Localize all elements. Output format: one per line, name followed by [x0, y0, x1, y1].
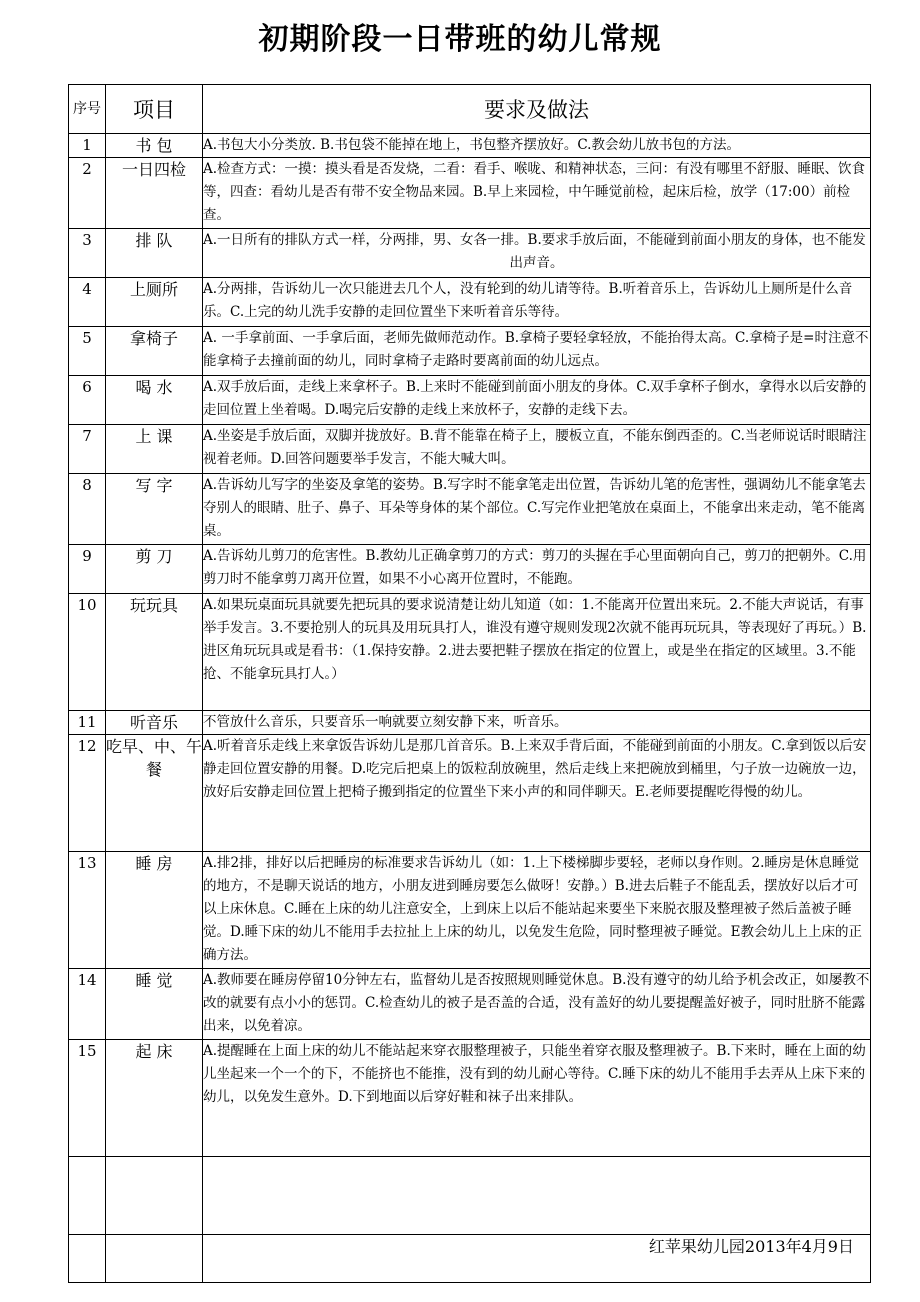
- row-requirement: A. 一手拿前面、一手拿后面，老师先做师范动作。B.拿椅子要轻拿轻放，不能抬得太高。C.拿椅子是=时注意不能拿椅子去撞前面的幼儿，同时拿椅子走路时要离前面的幼儿远点。: [203, 327, 871, 376]
- table-row: [69, 376, 871, 425]
- row-requirement: A.双手放后面，走线上来拿杯子。B.上来时不能碰到前面小朋友的身体。C.双手拿杯子倒水，拿得水以后安静的走回位置上坐着喝。D.喝完后安静的走线上来放杯子，安静的走线下去。: [203, 376, 871, 425]
- header-no: 序号: [69, 85, 106, 134]
- row-number: 1: [69, 134, 106, 158]
- row-requirement: A.提醒睡在上面上床的幼儿不能站起来穿衣服整理被子，只能坐着穿衣服及整理被子。B.下来时，睡在上面的幼儿坐起来一个一个的下，不能挤也不能推，没有到的幼儿耐心等待。C.睡下床的幼儿不能用手去弄从上床下来的幼儿，以免发生意外。D.下到地面以后穿好鞋和袜子出来排队。: [203, 1040, 871, 1157]
- row-number: 3: [69, 229, 106, 278]
- row-requirement: A.书包大小分类放. B.书包袋不能掉在地上，书包整齐摆放好。C.教会幼儿放书包的方法。: [203, 134, 871, 158]
- table-row: [69, 134, 871, 158]
- empty-cell: [106, 1157, 203, 1235]
- header-row: [69, 85, 871, 134]
- table-row: [69, 158, 871, 229]
- table-row: [69, 327, 871, 376]
- table-row: [69, 594, 871, 711]
- row-item: 吃早、中、午餐: [106, 735, 203, 852]
- row-requirement: A.如果玩桌面玩具就要先把玩具的要求说清楚让幼儿知道（如：1.不能离开位置出来玩。2.不能大声说话，有事举手发言。3.不要抢别人的玩具及用玩具打人，谁没有遵守规则发现2次就不能再玩玩具，等表现好了再玩。）B.进区角玩玩具或是看书：（1.保持安静。2.进去要把鞋子摆放在指定的位置上，或是坐在指定的区域里。3.不能抢、不能拿玩具打人。）: [203, 594, 871, 711]
- table-row: [69, 474, 871, 545]
- row-requirement: A.坐姿是手放后面，双脚并拢放好。B.背不能靠在椅子上，腰板立直，不能东倒西歪的。C.当老师说话时眼睛注视着老师。D.回答问题要举手发言，不能大喊大叫。: [203, 425, 871, 474]
- table-row: [69, 545, 871, 594]
- row-requirement: A.一日所有的排队方式一样，分两排，男、女各一排。B.要求手放后面，不能碰到前面小朋友的身体，也不能发出声音。: [203, 229, 871, 278]
- row-requirement: A.排2排，排好以后把睡房的标准要求告诉幼儿（如：1.上下楼梯脚步要轻，老师以身作则。2.睡房是休息睡觉的地方，不是聊天说话的地方，小朋友进到睡房要怎么做呀！安静。）B.进去后鞋子不能乱丢，摆放好以后才可以上床休息。C.睡在上床的幼儿注意安全，上到床上以后不能站起来要坐下来脱衣服及整理被子然后盖被子睡觉。D.睡下床的幼儿不能用手去拉扯上上床的幼儿，以免发生危险，同时整理被子睡觉。E教会幼儿上上床的正确方法。: [203, 852, 871, 969]
- empty-row: [69, 1157, 871, 1235]
- row-requirement: A.告诉幼儿剪刀的危害性。B.教幼儿正确拿剪刀的方式：剪刀的头握在手心里面朝向自己，剪刀的把朝外。C.用剪刀时不能拿剪刀离开位置，如果不小心离开位置时，不能跑。: [203, 545, 871, 594]
- row-item: 拿椅子: [106, 327, 203, 376]
- row-number: 2: [69, 158, 106, 229]
- row-number: 15: [69, 1040, 106, 1157]
- row-item: 睡 房: [106, 852, 203, 969]
- row-number: 6: [69, 376, 106, 425]
- row-item: 喝 水: [106, 376, 203, 425]
- rules-table: [68, 84, 871, 1283]
- row-number: 12: [69, 735, 106, 852]
- row-requirement: A.分两排，告诉幼儿一次只能进去几个人，没有轮到的幼儿请等待。B.听着音乐上，告诉幼儿上厕所是什么音乐。C.上完的幼儿洗手安静的走回位置坐下来听着音乐等待。: [203, 278, 871, 327]
- row-requirement: A.听着音乐走线上来拿饭告诉幼儿是那几首音乐。B.上来双手背后面，不能碰到前面的小朋友。C.拿到饭以后安静走回位置安静的用餐。D.吃完后把桌上的饭粒刮放碗里，然后走线上来把碗放到桶里，勺子放一边碗放一边，放好后安静走回位置上把椅子搬到指定的位置坐下来小声的和同伴聊天。E.老师要提醒吃得慢的幼儿。: [203, 735, 871, 852]
- table-row: [69, 735, 871, 852]
- empty-cell: [69, 1235, 106, 1283]
- row-requirement: A.检查方式：一摸：摸头看是否发烧，二看：看手、喉咙、和精神状态，三问：有没有哪里不舒服、睡眠、饮食等，四查：看幼儿是否有带不安全物品来园。B.早上来园检，中午睡觉前检，起床后检，放学（17:00）前检查。: [203, 158, 871, 229]
- row-number: 11: [69, 711, 106, 735]
- row-item: 剪 刀: [106, 545, 203, 594]
- row-requirement: A.告诉幼儿写字的坐姿及拿笔的姿势。B.写字时不能拿笔走出位置，告诉幼儿笔的危害性，强调幼儿不能拿笔去夺别人的眼睛、肚子、鼻子、耳朵等身体的某个部位。C.写完作业把笔放在桌面上，不能拿出来走动，笔不能离桌。: [203, 474, 871, 545]
- row-item: 上厕所: [106, 278, 203, 327]
- row-number: 4: [69, 278, 106, 327]
- table-row: [69, 229, 871, 278]
- row-number: 10: [69, 594, 106, 711]
- row-number: 14: [69, 969, 106, 1040]
- row-item: 上 课: [106, 425, 203, 474]
- row-requirement: A.教师要在睡房停留10分钟左右，监督幼儿是否按照规则睡觉休息。B.没有遵守的幼儿给予机会改正，如屡教不改的就要有点小小的惩罚。C.检查幼儿的被子是否盖的合适，没有盖好的幼儿要提醒盖好被子，同时肚脐不能露出来，以免着凉。: [203, 969, 871, 1040]
- empty-cell: [203, 1157, 871, 1235]
- row-number: 9: [69, 545, 106, 594]
- empty-cell: [106, 1235, 203, 1283]
- row-requirement: 不管放什么音乐，只要音乐一响就要立刻安静下来，听音乐。: [203, 711, 871, 735]
- table-row: [69, 852, 871, 969]
- row-item: 玩玩具: [106, 594, 203, 711]
- empty-cell: [69, 1157, 106, 1235]
- row-item: 睡 觉: [106, 969, 203, 1040]
- table-row: [69, 711, 871, 735]
- table-row: [69, 278, 871, 327]
- document-title: 初期阶段一日带班的幼儿常规: [258, 22, 662, 57]
- footer-signature: 红苹果幼儿园2013年4月9日: [648, 1237, 854, 1256]
- row-item: 听音乐: [106, 711, 203, 735]
- row-item: 起 床: [106, 1040, 203, 1157]
- row-item: 书 包: [106, 134, 203, 158]
- row-item: 排 队: [106, 229, 203, 278]
- row-number: 5: [69, 327, 106, 376]
- row-number: 7: [69, 425, 106, 474]
- table-row: [69, 1040, 871, 1157]
- table-row: [69, 969, 871, 1040]
- table-body: [69, 134, 871, 1283]
- header-item: 项目: [106, 85, 203, 134]
- header-requirement: 要求及做法: [203, 85, 871, 134]
- row-item: 一日四检: [106, 158, 203, 229]
- row-number: 8: [69, 474, 106, 545]
- table-row: [69, 425, 871, 474]
- row-item: 写 字: [106, 474, 203, 545]
- row-number: 13: [69, 852, 106, 969]
